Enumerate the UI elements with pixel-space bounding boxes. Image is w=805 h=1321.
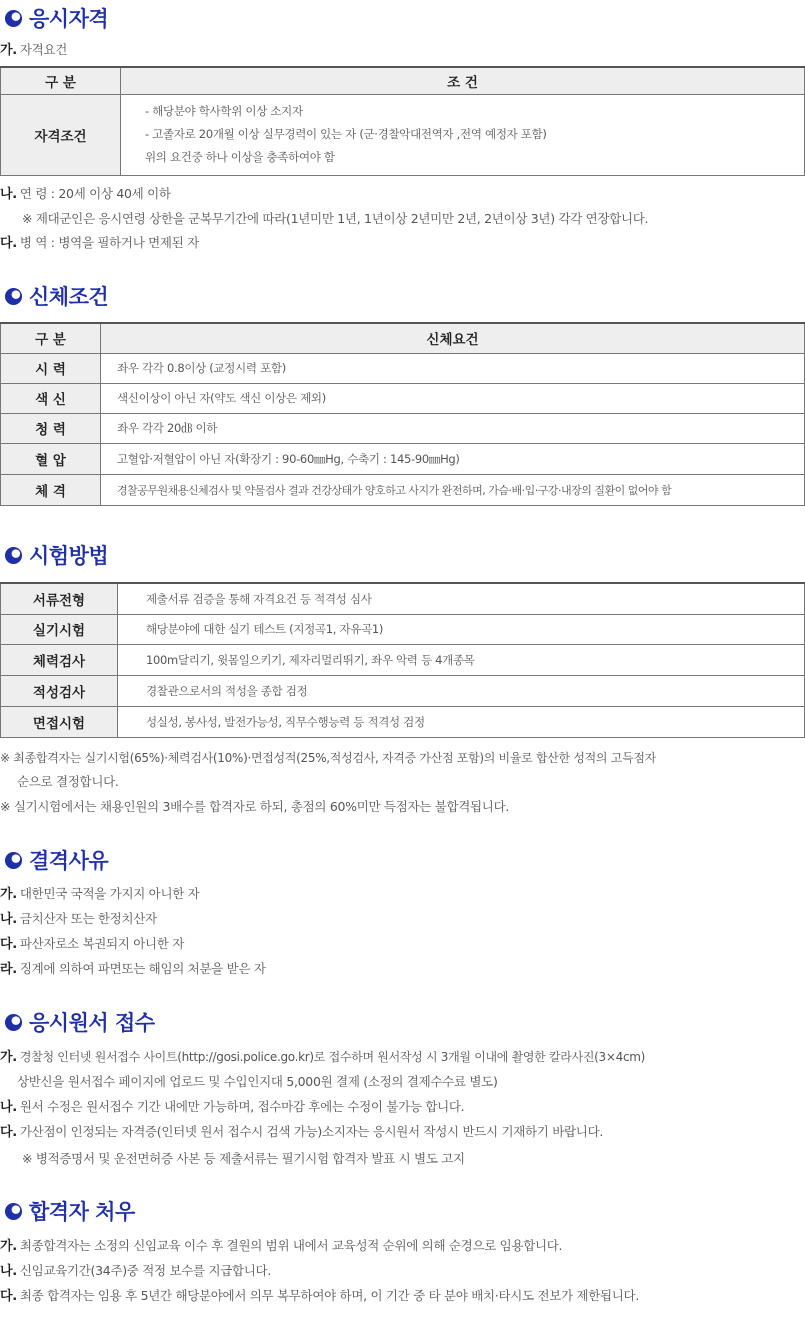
row-label: 면접시험	[1, 706, 118, 737]
list-item: 가. 자격요건	[0, 42, 68, 58]
table-row	[1, 383, 805, 413]
circle-bullet-icon	[4, 1202, 23, 1221]
row-value: 경찰관으로서의 적성을 종합 검정	[118, 675, 805, 706]
circle-bullet-icon	[4, 9, 23, 28]
circle-bullet-icon	[4, 287, 23, 306]
condition-line: - 해당분야 학사학위 이상 소지자	[145, 104, 303, 119]
table-row	[1, 353, 805, 383]
row-value: 100m달리기, 윗몸일으키기, 제자리멀리뛰기, 좌우 악력 등 4개종목	[118, 644, 805, 675]
table-row	[1, 583, 805, 614]
list-item: 나. 신임교육기간(34주)중 적정 보수를 지급합니다.	[0, 1263, 272, 1279]
physical-table	[0, 322, 805, 506]
table-row	[1, 474, 805, 505]
row-value: 경찰공무원채용신체검사 및 약물검사 결과 건강상태가 양호하고 사지가 완전하며, 가슴·배·입·구강·내장의 질환이 없어야 함	[101, 474, 805, 505]
row-label: 적성검사	[1, 675, 118, 706]
row-value: 좌우 각각 20㏈ 이하	[101, 413, 805, 443]
row-value: 제출서류 검증을 통해 자격요건 등 적격성 심사	[118, 583, 805, 614]
table-row	[1, 443, 805, 474]
condition-line: 위의 요건중 하나 이상을 충족하여야 함	[145, 150, 335, 165]
list-item: 나. 연 령 : 20세 이상 40세 이하	[0, 186, 171, 202]
circle-bullet-icon	[4, 851, 23, 870]
section-heading: 응시자격	[29, 7, 109, 31]
row-value: 고혈압·저혈압이 아닌 자(확장기 : 90-60㎜Hg, 수축기 : 145-90㎜Hg)	[101, 443, 805, 474]
list-item: 나. 원서 수정은 원서접수 기간 내에만 가능하며, 접수마감 후에는 수정이 불가능 합니다.	[0, 1099, 465, 1115]
section-title-application	[4, 1008, 155, 1036]
table-row	[1, 644, 805, 675]
note-text: ※ 실기시험에서는 채용인원의 3배수를 합격자로 하되, 총점의 60%미만 득점자는 불합격됩니다.	[0, 799, 510, 814]
section-title-physical	[4, 282, 108, 310]
list-item: 가. 경찰청 인터넷 원서접수 사이트(http://gosi.police.go.kr)로 접수하며 원서작성 시 3개월 이내에 촬영한 칼라사진(3×4cm)	[0, 1050, 646, 1065]
section-heading: 시험방법	[29, 544, 109, 568]
row-label: 체력검사	[1, 644, 118, 675]
list-item: 가. 대한민국 국적을 가지지 아니한 자	[0, 886, 200, 902]
table-row-label: 자격조건	[1, 94, 121, 176]
list-item: 나. 금치산자 또는 한정치산자	[0, 911, 157, 927]
list-item: 라. 징계에 의하여 파면또는 해임의 처분을 받은 자	[0, 961, 266, 977]
section-heading: 신체조건	[29, 285, 109, 309]
circle-bullet-icon	[4, 546, 23, 565]
section-heading: 합격자 처우	[29, 1200, 135, 1224]
note-text: ※ 병적증명서 및 운전면허증 사본 등 제출서류는 필기시험 합격자 발표 시 별도 고지	[22, 1151, 465, 1166]
table-row	[1, 706, 805, 737]
row-value: 성실성, 봉사성, 발전가능성, 직무수행능력 등 적격성 검정	[118, 706, 805, 737]
list-item: 가. 최종합격자는 소정의 신임교육 이수 후 결원의 범위 내에서 교육성적 순위에 의해 순경으로 임용합니다.	[0, 1238, 563, 1254]
section-heading: 응시원서 접수	[29, 1011, 155, 1035]
row-label: 체 격	[1, 474, 101, 505]
row-label: 서류전형	[1, 583, 118, 614]
section-title-qualification	[4, 4, 108, 32]
condition-line: - 고졸자로 20개월 이상 실무경력이 있는 자 (군·경찰악대전역자 ,전역 예정자 포함)	[145, 127, 547, 142]
row-value: 색신이상이 아닌 자(약도 색신 이상은 제외)	[101, 383, 805, 413]
table-header: 구 분	[1, 67, 121, 94]
section-title-disqualification	[4, 846, 108, 874]
table-row	[1, 675, 805, 706]
list-item: 다. 최종 합격자는 임용 후 5년간 해당분야에서 의무 복무하여야 하며, 이 기간 중 타 분야 배치·타시도 전보가 제한됩니다.	[0, 1288, 640, 1304]
row-value: 좌우 각각 0.8이상 (교정시력 포함)	[101, 353, 805, 383]
table-header: 신체요건	[101, 323, 805, 353]
row-value: 해당분야에 대한 실기 테스트 (지정곡1, 자유곡1)	[118, 614, 805, 644]
row-label: 실기시험	[1, 614, 118, 644]
qualification-table	[0, 66, 805, 176]
list-item: 다. 가산점이 인정되는 자격증(인터넷 원서 접수시 검색 가능)소지자는 응시원서 작성시 반드시 기재하기 바랍니다.	[0, 1124, 604, 1140]
section-title-exam	[4, 541, 108, 569]
row-label: 색 신	[1, 383, 101, 413]
table-header: 구 분	[1, 323, 101, 353]
list-item: 다. 파산자로소 복권되지 아니한 자	[0, 936, 185, 952]
circle-bullet-icon	[4, 1013, 23, 1032]
table-cell	[121, 94, 805, 176]
table-row	[1, 413, 805, 443]
note-text: ※ 최종합격자는 실기시험(65%)·체력검사(10%)·면접성적(25%,적성검사, 자격증 가산점 포함)의 비율로 합산한 성적의 고득점자	[0, 751, 656, 765]
section-title-treatment	[4, 1197, 135, 1225]
list-item: 다. 병 역 : 병역을 필하거나 면제된 자	[0, 235, 199, 251]
row-label: 청 력	[1, 413, 101, 443]
row-label: 혈 압	[1, 443, 101, 474]
table-row	[1, 614, 805, 644]
list-item-continued: 상반신을 원서접수 페이지에 업로드 및 수입인지대 5,000원 결제 (소정의 결제수수료 별도)	[17, 1074, 498, 1089]
note-text: ※ 제대군인은 응시연령 상한을 군복무기간에 따라(1년미만 1년, 1년이상 2년미만 2년, 2년이상 3년) 각각 연장합니다.	[22, 211, 649, 226]
note-text: 순으로 결정합니다.	[17, 774, 119, 789]
table-header: 조 건	[121, 67, 805, 94]
row-label: 시 력	[1, 353, 101, 383]
section-heading: 결격사유	[29, 849, 109, 873]
exam-method-table	[0, 582, 805, 738]
